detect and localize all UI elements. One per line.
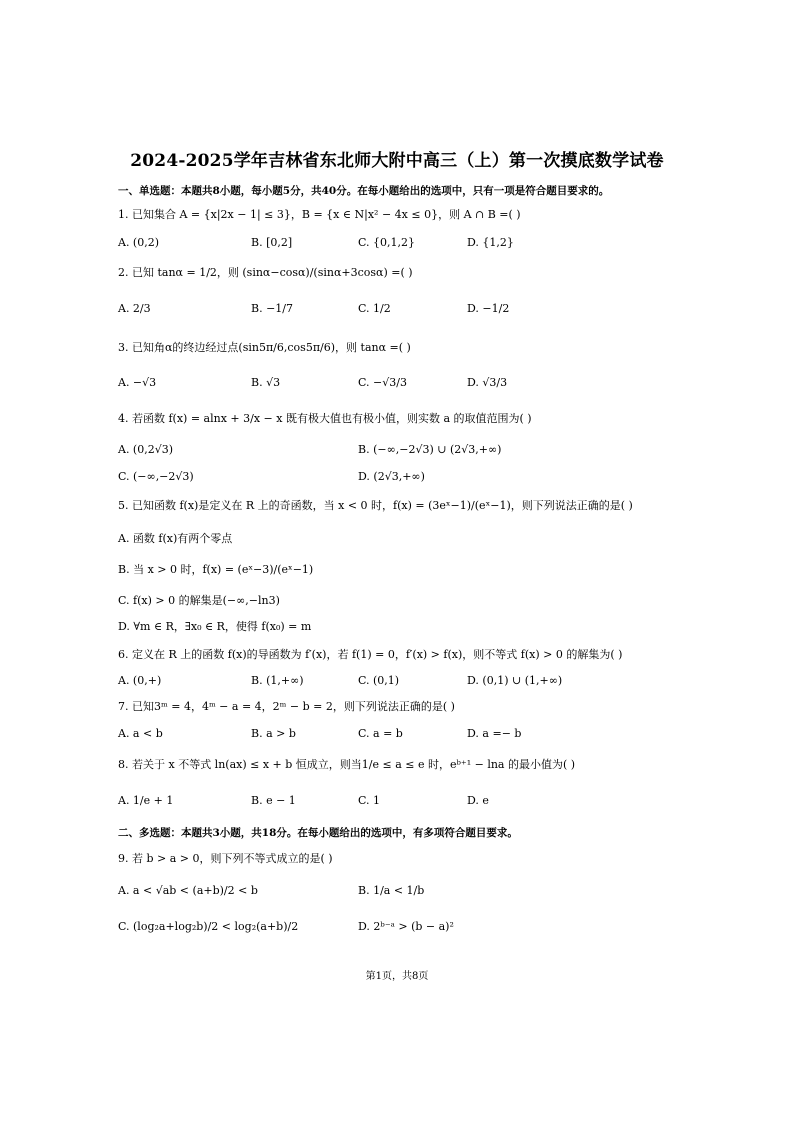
question-1-option-a: A. (0,2) [118, 236, 160, 249]
question-1-option-b: B. [0,2] [251, 236, 293, 249]
question-1-option-c: C. {0,1,2} [358, 236, 416, 249]
question-3-stem: 3. 已知角α的终边经过点(sin5π/6,cos5π/6)，则 tanα =( ) [118, 341, 411, 354]
question-7-stem: 7. 已知3ᵐ = 4，4ᵐ − a = 4，2ᵐ − b = 2，则下列说法正确的是( ) [118, 700, 455, 713]
question-5-stem: 5. 已知函数 f(x)是定义在 R 上的奇函数，当 x < 0 时，f(x) = (3eˣ−1)/(eˣ−1)，则下列说法正确的是( ) [118, 499, 633, 512]
question-9-option-a: A. a < √ab < (a+b)/2 < b [118, 884, 258, 897]
question-4-option-c: C. (−∞,−2√3) [118, 470, 194, 483]
question-2-option-b: B. −1/7 [251, 302, 293, 315]
question-7-option-b: B. a > b [251, 727, 296, 740]
question-3-option-d: D. √3/3 [467, 376, 508, 389]
question-8-option-b: B. e − 1 [251, 794, 296, 807]
question-8-option-c: C. 1 [358, 794, 381, 807]
question-3-option-a: A. −√3 [118, 376, 157, 389]
question-9-option-b: B. 1/a < 1/b [358, 884, 425, 897]
question-5-option-a: A. 函数 f(x)有两个零点 [118, 532, 233, 545]
question-4-option-b: B. (−∞,−2√3) ∪ (2√3,+∞) [358, 443, 502, 456]
question-1-stem: 1. 已知集合 A = {x|2x − 1| ≤ 3}，B = {x ∈ N|x² − 4x ≤ 0}，则 A ∩ B =( ) [118, 208, 521, 221]
question-6-option-b: B. (1,+∞) [251, 674, 304, 687]
question-3-option-b: B. √3 [251, 376, 281, 389]
question-4-option-d: D. (2√3,+∞) [358, 470, 425, 483]
question-1-option-d: D. {1,2} [467, 236, 514, 249]
question-4-option-a: A. (0,2√3) [118, 443, 174, 456]
question-6-option-d: D. (0,1) ∪ (1,+∞) [467, 674, 563, 687]
section-heading-multiple-choice: 二、多选题：本题共3小题，共18分。在每小题给出的选项中，有多项符合题目要求。 [118, 827, 518, 839]
question-5-option-b: B. 当 x > 0 时，f(x) = (eˣ−3)/(eˣ−1) [118, 563, 314, 576]
question-5-option-d: D. ∀m ∈ R，∃x₀ ∈ R，使得 f(x₀) = m [118, 620, 312, 633]
question-9-option-d: D. 2ᵇ⁻ᵃ > (b − a)² [358, 920, 454, 933]
question-7-option-d: D. a =− b [467, 727, 522, 740]
question-5-option-c: C. f(x) > 0 的解集是(−∞,−ln3) [118, 594, 280, 607]
question-9-stem: 9. 若 b > a > 0，则下列不等式成立的是( ) [118, 852, 333, 865]
question-9-option-c: C. (log₂a+log₂b)/2 < log₂(a+b)/2 [118, 920, 299, 933]
question-2-option-c: C. 1/2 [358, 302, 391, 315]
question-6-option-c: C. (0,1) [358, 674, 400, 687]
question-6-stem: 6. 定义在 R 上的函数 f(x)的导函数为 f′(x)，若 f(1) = 0，f′(x) > f(x)，则不等式 f(x) > 0 的解集为( ) [118, 648, 623, 661]
question-7-option-c: C. a = b [358, 727, 403, 740]
section-heading-single-choice: 一、单选题：本题共8小题，每小题5分，共40分。在每小题给出的选项中，只有一项是符合题目要求的。 [118, 185, 610, 197]
question-8-option-a: A. 1/e + 1 [118, 794, 174, 807]
question-2-option-a: A. 2/3 [118, 302, 151, 315]
question-4-stem: 4. 若函数 f(x) = alnx + 3/x − x 既有极大值也有极小值，则实数 a 的取值范围为( ) [118, 412, 532, 425]
question-8-stem: 8. 若关于 x 不等式 ln(ax) ≤ x + b 恒成立，则当1/e ≤ a ≤ e 时，eᵇ⁺¹ − lna 的最小值为( ) [118, 758, 576, 771]
question-3-option-c: C. −√3/3 [358, 376, 407, 389]
question-8-option-d: D. e [467, 794, 489, 807]
question-6-option-a: A. (0,+) [118, 674, 162, 687]
page-title: 2024-2025学年吉林省东北师大附中高三（上）第一次摸底数学试卷 [130, 151, 664, 171]
page-footer: 第1页，共8页 [365, 971, 429, 982]
question-2-stem: 2. 已知 tanα = 1/2，则 (sinα−cosα)/(sinα+3cosα) =( ) [118, 266, 413, 279]
question-2-option-d: D. −1/2 [467, 302, 510, 315]
question-7-option-a: A. a < b [118, 727, 163, 740]
